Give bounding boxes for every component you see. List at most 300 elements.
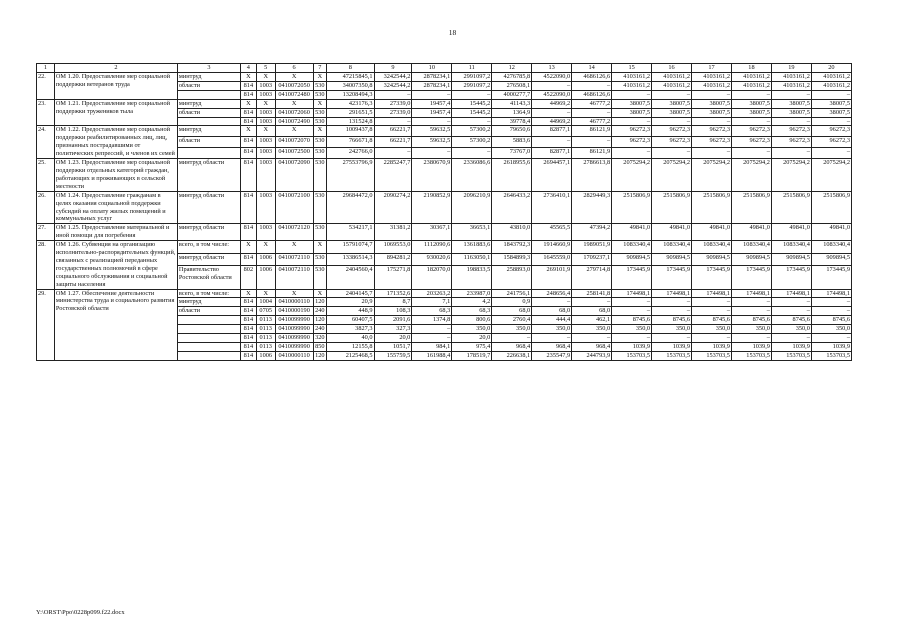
budget-code: Х	[241, 99, 257, 108]
amount-cell: 327,3	[374, 325, 412, 334]
amount-cell: 96272,3	[811, 137, 851, 148]
amount-cell: –	[452, 148, 492, 159]
budget-code: Х	[256, 126, 275, 137]
row-number: 22.	[37, 73, 55, 100]
amount-cell: 45565,5	[532, 224, 572, 241]
amount-cell: 350,0	[572, 325, 612, 334]
column-number: 3	[177, 64, 240, 73]
executor: всего, в том числе:	[177, 241, 240, 253]
amount-cell: 43810,0	[492, 224, 532, 241]
row-number: 26.	[37, 191, 55, 224]
executor: всего, в том числе:	[177, 289, 240, 298]
amount-cell: –	[652, 117, 692, 126]
measure-name: ОМ 1.21. Предоставление мер социальной поддержки тружеников тыла	[54, 99, 177, 126]
amount-cell: 82877,1	[532, 148, 572, 159]
column-number: 20	[811, 64, 851, 73]
row-number: 25.	[37, 159, 55, 192]
amount-cell: 279714,8	[572, 266, 612, 290]
amount-cell: 49841,0	[692, 224, 732, 241]
amount-cell: 2991097,2	[452, 73, 492, 82]
budget-code: 530	[313, 159, 327, 192]
amount-cell: 174498,1	[811, 289, 851, 298]
budget-code: 1003	[256, 81, 275, 90]
amount-cell: 448,9	[327, 307, 374, 316]
amount-cell: 8745,6	[771, 316, 811, 325]
amount-cell: 38007,5	[612, 108, 652, 117]
amount-cell: 968,4	[572, 343, 612, 352]
amount-cell: 173445,9	[811, 266, 851, 290]
amount-cell: 174498,1	[731, 289, 771, 298]
budget-code: 0113	[256, 325, 275, 334]
amount-cell: 1083340,4	[771, 241, 811, 253]
amount-cell: 13386514,3	[327, 253, 374, 265]
budget-code: 1003	[256, 191, 275, 224]
amount-cell: –	[811, 334, 851, 343]
budget-code: 1003	[256, 117, 275, 126]
executor	[177, 148, 240, 159]
amount-cell: 800,6	[452, 316, 492, 325]
amount-cell: –	[452, 117, 492, 126]
budget-code: 0410000110	[275, 351, 313, 360]
amount-cell: –	[532, 334, 572, 343]
amount-cell: 60407,5	[327, 316, 374, 325]
amount-cell: 198833,5	[452, 266, 492, 290]
budget-code: 0410072110	[275, 266, 313, 290]
amount-cell: 350,0	[811, 325, 851, 334]
amount-cell: 59632,5	[412, 137, 452, 148]
amount-cell: 174498,1	[692, 289, 732, 298]
amount-cell: 4686126,6	[572, 73, 612, 82]
amount-cell: –	[811, 307, 851, 316]
executor: минтруд	[177, 73, 240, 82]
amount-cell: 68,3	[452, 307, 492, 316]
column-number: 17	[692, 64, 732, 73]
budget-code: 1004	[256, 298, 275, 307]
budget-code: 0410072070	[275, 137, 313, 148]
amount-cell: 29684472,0	[327, 191, 374, 224]
amount-cell: –	[412, 325, 452, 334]
amount-cell: 15445,2	[452, 99, 492, 108]
budget-code: 1003	[256, 137, 275, 148]
amount-cell: –	[771, 117, 811, 126]
amount-cell: –	[692, 148, 732, 159]
budget-code: 530	[313, 117, 327, 126]
amount-cell: 2515806,9	[692, 191, 732, 224]
amount-cell: 1163050,1	[452, 253, 492, 265]
amount-cell: 909894,5	[612, 253, 652, 265]
executor: минтруд	[177, 99, 240, 108]
amount-cell: 975,4	[452, 343, 492, 352]
executor: Правительство Ростовской области	[177, 266, 240, 290]
budget-code: 0410072060	[275, 108, 313, 117]
amount-cell: 49841,0	[731, 224, 771, 241]
budget-code: 814	[241, 325, 257, 334]
budget-code: 530	[313, 191, 327, 224]
amount-cell: 96272,3	[652, 137, 692, 148]
amount-cell: 8,7	[374, 298, 412, 307]
amount-cell: 350,0	[771, 325, 811, 334]
amount-cell: 2190852,9	[412, 191, 452, 224]
budget-code: 1006	[256, 253, 275, 265]
budget-code: 530	[313, 137, 327, 148]
amount-cell: 233987,0	[452, 289, 492, 298]
amount-cell: 182070,0	[412, 266, 452, 290]
amount-cell: 909894,5	[771, 253, 811, 265]
table-row	[37, 241, 852, 253]
amount-cell: 131524,8	[327, 117, 374, 126]
column-number: 5	[256, 64, 275, 73]
budget-code: Х	[313, 126, 327, 137]
amount-cell: 276508,1	[492, 81, 532, 90]
amount-cell: –	[612, 307, 652, 316]
budget-code: 0410072110	[275, 253, 313, 265]
column-number: 11	[452, 64, 492, 73]
budget-code: Х	[313, 289, 327, 298]
amount-cell: 2380670,9	[412, 159, 452, 192]
amount-cell: 1914660,9	[532, 241, 572, 253]
column-number: 1	[37, 64, 55, 73]
amount-cell: 269101,9	[532, 266, 572, 290]
amount-cell: 1083340,4	[731, 241, 771, 253]
amount-cell: –	[572, 81, 612, 90]
amount-cell: 1364,9	[492, 108, 532, 117]
amount-cell: –	[492, 334, 532, 343]
amount-cell: 1009437,8	[327, 126, 374, 137]
budget-code: Х	[256, 241, 275, 253]
amount-cell: 40,0	[327, 334, 374, 343]
budget-code: 530	[313, 81, 327, 90]
budget-code: 814	[241, 298, 257, 307]
amount-cell: 2646433,2	[492, 191, 532, 224]
amount-cell: 350,0	[731, 325, 771, 334]
amount-cell: 68,3	[412, 307, 452, 316]
amount-cell: 96272,3	[771, 137, 811, 148]
executor: области	[177, 81, 240, 90]
amount-cell: –	[652, 307, 692, 316]
amount-cell: 1039,9	[731, 343, 771, 352]
amount-cell: 423176,3	[327, 99, 374, 108]
executor	[177, 343, 240, 352]
budget-code: 0410072480	[275, 90, 313, 99]
table-row	[37, 73, 852, 82]
amount-cell: 1112090,6	[412, 241, 452, 253]
budget-code: 530	[313, 224, 327, 241]
amount-cell: 19457,4	[412, 108, 452, 117]
amount-cell: 2075294,2	[771, 159, 811, 192]
executor	[177, 334, 240, 343]
budget-code: 814	[241, 334, 257, 343]
amount-cell: 2618955,6	[492, 159, 532, 192]
amount-cell: 39778,4	[492, 117, 532, 126]
budget-code: 0410099990	[275, 343, 313, 352]
budget-code: 814	[241, 117, 257, 126]
budget-table	[36, 63, 852, 361]
amount-cell: –	[612, 298, 652, 307]
amount-cell: –	[731, 148, 771, 159]
amount-cell: –	[811, 90, 851, 99]
budget-code: 1006	[256, 266, 275, 290]
budget-code: 240	[313, 325, 327, 334]
amount-cell: 4103161,2	[731, 73, 771, 82]
executor: минтруд	[177, 126, 240, 137]
amount-cell: 1645559,0	[532, 253, 572, 265]
amount-cell: 3827,3	[327, 325, 374, 334]
amount-cell: 20,0	[374, 334, 412, 343]
amount-cell: –	[692, 298, 732, 307]
amount-cell: –	[572, 137, 612, 148]
amount-cell: 49841,0	[771, 224, 811, 241]
budget-code: 0410072120	[275, 224, 313, 241]
amount-cell: –	[612, 148, 652, 159]
amount-cell: –	[374, 90, 412, 99]
amount-cell: 1039,9	[652, 343, 692, 352]
amount-cell: 1039,9	[811, 343, 851, 352]
amount-cell: 82877,1	[532, 126, 572, 137]
amount-cell: 38007,5	[692, 108, 732, 117]
amount-cell: 153703,5	[612, 351, 652, 360]
amount-cell: 57300,2	[452, 126, 492, 137]
budget-code: Х	[275, 73, 313, 82]
executor: минтруд области	[177, 191, 240, 224]
amount-cell: –	[692, 90, 732, 99]
amount-cell: 2075294,2	[731, 159, 771, 192]
amount-cell: 96272,3	[612, 137, 652, 148]
column-number: 8	[327, 64, 374, 73]
amount-cell: 175271,8	[374, 266, 412, 290]
amount-cell: –	[572, 108, 612, 117]
amount-cell: 4522090,0	[532, 73, 572, 82]
amount-cell: –	[652, 298, 692, 307]
amount-cell: 31381,2	[374, 224, 412, 241]
amount-cell: 242766,0	[327, 148, 374, 159]
amount-cell: 41143,3	[492, 99, 532, 108]
amount-cell: 38007,5	[692, 99, 732, 108]
budget-code: 0410099990	[275, 334, 313, 343]
page-number: 18	[448, 28, 457, 37]
amount-cell: 12155,8	[327, 343, 374, 352]
row-number: 24.	[37, 126, 55, 159]
executor: минтруд области	[177, 159, 240, 192]
amount-cell: 2096210,9	[452, 191, 492, 224]
amount-cell: 96272,3	[811, 126, 851, 137]
amount-cell: 174498,1	[612, 289, 652, 298]
amount-cell: –	[572, 298, 612, 307]
budget-code: 0113	[256, 316, 275, 325]
amount-cell: –	[731, 298, 771, 307]
amount-cell: 4103161,2	[612, 81, 652, 90]
amount-cell: 2075294,2	[692, 159, 732, 192]
amount-cell: 68,0	[572, 307, 612, 316]
amount-cell: –	[412, 90, 452, 99]
amount-cell: 13208494,3	[327, 90, 374, 99]
amount-cell: 66221,7	[374, 137, 412, 148]
amount-cell: 241756,1	[492, 289, 532, 298]
budget-code: Х	[313, 73, 327, 82]
amount-cell: –	[374, 117, 412, 126]
amount-cell: 2515806,9	[811, 191, 851, 224]
amount-cell: 27339,0	[374, 108, 412, 117]
budget-code: 814	[241, 224, 257, 241]
amount-cell: 4103161,2	[811, 73, 851, 82]
amount-cell: 178519,7	[452, 351, 492, 360]
amount-cell: 2515806,9	[652, 191, 692, 224]
budget-code: Х	[241, 126, 257, 137]
amount-cell: –	[652, 148, 692, 159]
amount-cell: 20,0	[452, 334, 492, 343]
amount-cell: –	[612, 90, 652, 99]
budget-code: Х	[256, 73, 275, 82]
budget-code: 0705	[256, 307, 275, 316]
amount-cell: 984,1	[412, 343, 452, 352]
amount-cell: 96272,3	[652, 126, 692, 137]
amount-cell: 2404560,4	[327, 266, 374, 290]
amount-cell: 4103161,2	[771, 81, 811, 90]
budget-code: 120	[313, 298, 327, 307]
amount-cell: 4103161,2	[692, 73, 732, 82]
amount-cell: 2404145,7	[327, 289, 374, 298]
amount-cell: –	[652, 90, 692, 99]
executor: области	[177, 307, 240, 316]
amount-cell: 2760,4	[492, 316, 532, 325]
amount-cell: 462,1	[572, 316, 612, 325]
budget-code: 1003	[256, 90, 275, 99]
amount-cell: 2090274,2	[374, 191, 412, 224]
amount-cell: 49841,0	[652, 224, 692, 241]
column-number: 6	[275, 64, 313, 73]
amount-cell: 244793,9	[572, 351, 612, 360]
budget-code: 0410099990	[275, 316, 313, 325]
executor: области	[177, 137, 240, 148]
budget-code: Х	[275, 289, 313, 298]
executor	[177, 325, 240, 334]
amount-cell: –	[612, 334, 652, 343]
budget-code: 1003	[256, 108, 275, 117]
amount-cell: 894281,2	[374, 253, 412, 265]
amount-cell: –	[612, 117, 652, 126]
amount-cell: 1374,8	[412, 316, 452, 325]
amount-cell: 1051,7	[374, 343, 412, 352]
column-number: 18	[731, 64, 771, 73]
amount-cell: 5883,6	[492, 137, 532, 148]
amount-cell: 8745,6	[811, 316, 851, 325]
budget-code: Х	[313, 241, 327, 253]
amount-cell: 19457,4	[412, 99, 452, 108]
amount-cell: 1039,9	[692, 343, 732, 352]
measure-name: ОМ 1.24. Предоставление гражданам в целях оказания социальной поддержки субсидий на оплату жилых помещений и коммунальных услуг	[54, 191, 177, 224]
amount-cell: –	[771, 334, 811, 343]
budget-code: Х	[241, 241, 257, 253]
amount-cell: 4103161,2	[652, 73, 692, 82]
budget-code: 530	[313, 90, 327, 99]
budget-code: 814	[241, 191, 257, 224]
amount-cell: 350,0	[532, 325, 572, 334]
amount-cell: 161988,4	[412, 351, 452, 360]
budget-code: Х	[256, 99, 275, 108]
amount-cell: 96272,3	[692, 137, 732, 148]
budget-code: 814	[241, 90, 257, 99]
budget-code: 0113	[256, 334, 275, 343]
measure-name: ОМ 1.25. Предоставление материальной и иной помощи для погребения	[54, 224, 177, 241]
amount-cell: 174498,1	[652, 289, 692, 298]
amount-cell: 1083340,4	[692, 241, 732, 253]
budget-code: 0410099990	[275, 325, 313, 334]
amount-cell: 4000277,7	[492, 90, 532, 99]
budget-code: Х	[256, 289, 275, 298]
budget-code: 814	[241, 148, 257, 159]
amount-cell: 444,4	[532, 316, 572, 325]
executor	[177, 90, 240, 99]
amount-cell: 38007,5	[771, 108, 811, 117]
amount-cell: –	[374, 148, 412, 159]
budget-code: 802	[241, 266, 257, 290]
amount-cell: 4686126,6	[572, 90, 612, 99]
amount-cell: 1039,9	[771, 343, 811, 352]
amount-cell: –	[452, 90, 492, 99]
amount-cell: 8745,6	[652, 316, 692, 325]
amount-cell: 38007,5	[771, 99, 811, 108]
amount-cell: 4,2	[452, 298, 492, 307]
amount-cell: –	[811, 117, 851, 126]
amount-cell: 155759,5	[374, 351, 412, 360]
measure-name: ОМ 1.27. Обеспечение деятельности министерства труда и социального развития Ростовской области	[54, 289, 177, 360]
table-row	[37, 126, 852, 137]
amount-cell: 2075294,2	[612, 159, 652, 192]
budget-code: 814	[241, 316, 257, 325]
measure-name: ОМ 1.20. Предоставление мер социальной поддержки ветеранов труда	[54, 73, 177, 100]
amount-cell: –	[731, 90, 771, 99]
budget-code: 814	[241, 108, 257, 117]
column-number: 2	[54, 64, 177, 73]
amount-cell: 2075294,2	[652, 159, 692, 192]
budget-code: 530	[313, 148, 327, 159]
measure-name: ОМ 1.26. Субвенция на организацию исполнительно-распорядительных функций, связанных с реализацией переданных государственных полномочий в сфере социального обслуживания и социальной защиты населения	[55, 241, 176, 288]
row-number: 27.	[37, 224, 55, 241]
amount-cell: 2075294,2	[811, 159, 851, 192]
table-row	[37, 191, 852, 224]
column-number: 7	[313, 64, 327, 73]
amount-cell: 1083340,4	[612, 241, 652, 253]
amount-cell: –	[771, 307, 811, 316]
amount-cell: 173445,9	[692, 266, 732, 290]
amount-cell: 235547,9	[532, 351, 572, 360]
amount-cell: 2285247,7	[374, 159, 412, 192]
budget-code: 120	[313, 316, 327, 325]
amount-cell: –	[771, 298, 811, 307]
budget-code: Х	[241, 73, 257, 82]
amount-cell: 4103161,2	[652, 81, 692, 90]
amount-cell: –	[771, 148, 811, 159]
amount-cell: –	[771, 90, 811, 99]
amount-cell: 153703,5	[771, 351, 811, 360]
budget-code: 1003	[256, 224, 275, 241]
amount-cell: 4103161,2	[612, 73, 652, 82]
amount-cell: 2878234,1	[412, 73, 452, 82]
amount-cell: 153703,5	[692, 351, 732, 360]
amount-cell: 47394,2	[572, 224, 612, 241]
amount-cell: 7,1	[412, 298, 452, 307]
amount-cell: 86121,9	[572, 126, 612, 137]
amount-cell: 1039,9	[612, 343, 652, 352]
amount-cell: 38007,5	[731, 108, 771, 117]
amount-cell: 350,0	[692, 325, 732, 334]
column-number: 19	[771, 64, 811, 73]
amount-cell: 2829449,3	[572, 191, 612, 224]
amount-cell: 173445,9	[612, 266, 652, 290]
amount-cell: 96272,3	[771, 126, 811, 137]
amount-cell: 66221,7	[374, 126, 412, 137]
amount-cell: –	[731, 307, 771, 316]
footer-file-path: Y:\ORST\Ppo\0228p099.f22.docx	[36, 609, 125, 616]
